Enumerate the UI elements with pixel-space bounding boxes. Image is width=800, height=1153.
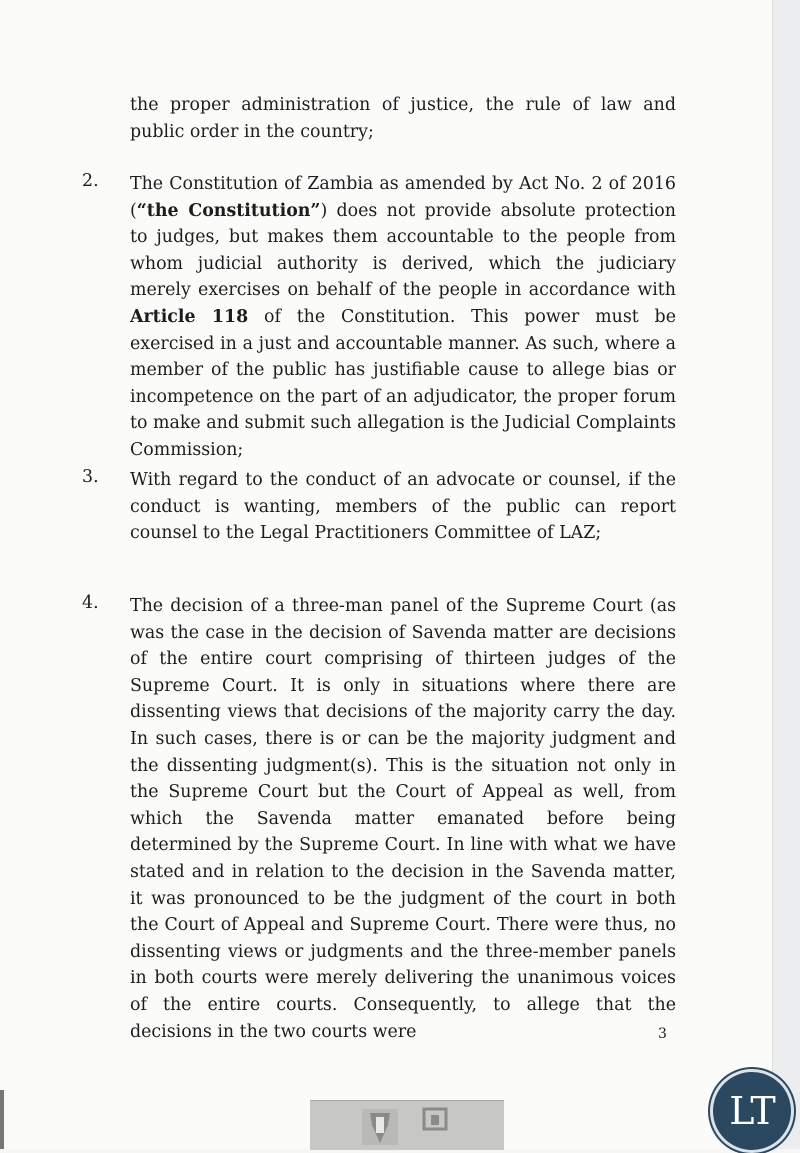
paragraph-continuation: the proper administration of justice, the rule of law and public order in the country;	[130, 95, 676, 142]
lusaka-times-logo	[710, 1069, 794, 1153]
scan-shadow	[0, 1090, 4, 1149]
page-number: 3	[658, 1026, 667, 1042]
coat-of-arms-icon	[354, 1105, 464, 1149]
logo-text: LT	[729, 1089, 775, 1133]
page-edge	[772, 0, 800, 1149]
paragraph-4: The decision of a three-man panel of the Supreme Court (as was the case in the decision of Savenda matter are decisions of the entire court comprising of thirteen judges of the Supreme Court. It is only in situations where there are dissenting views that decisions of the majority carry the day. In such cases, there is or can be the majority judgment and the dissenting judgment(s). This is the situation not only in the Supreme Court but the Court of Appeal as well, from which the Savenda matter emanated before being determined by the Supreme Court. In line with what we have stated and in relation to the decision in the Savenda matter, it was pronounced to be the judgment of the court in both the Court of Appeal and Supreme Court. There were thus, no dissenting views or judgments and the three-member panels in both courts were merely delivering the unanimous voices of the entire courts. Consequently, to allege that the decisions in the two courts were	[130, 596, 676, 1042]
paragraph-number-3: 3.	[82, 467, 99, 487]
paragraph-3: With regard to the conduct of an advocate or counsel, if the conduct is wanting, members of the public can report counsel to the Legal Practitioners Committee of LAZ;	[130, 470, 676, 544]
paragraph-number-4: 4.	[82, 593, 99, 613]
paragraph-2: The Constitution of Zambia as amended by Act No. 2 of 2016 (“the Constitution”) does not provide absolute protection to judges, but makes them accountable to the people from whom judicial authority is derived, which the judiciary merely exercises on behalf of the people in accordance with Article 118 of the Constitution. This power must be exercised in a just and accountable manner. As such, where a member of the public has justifiable cause to allege bias or incompetence on the part of an adjudicator, the proper forum to make and submit such allegation is the Judicial Complaints Commission;	[130, 174, 676, 460]
next-page-strip	[310, 1100, 504, 1150]
paragraph-number-2: 2.	[82, 171, 99, 191]
